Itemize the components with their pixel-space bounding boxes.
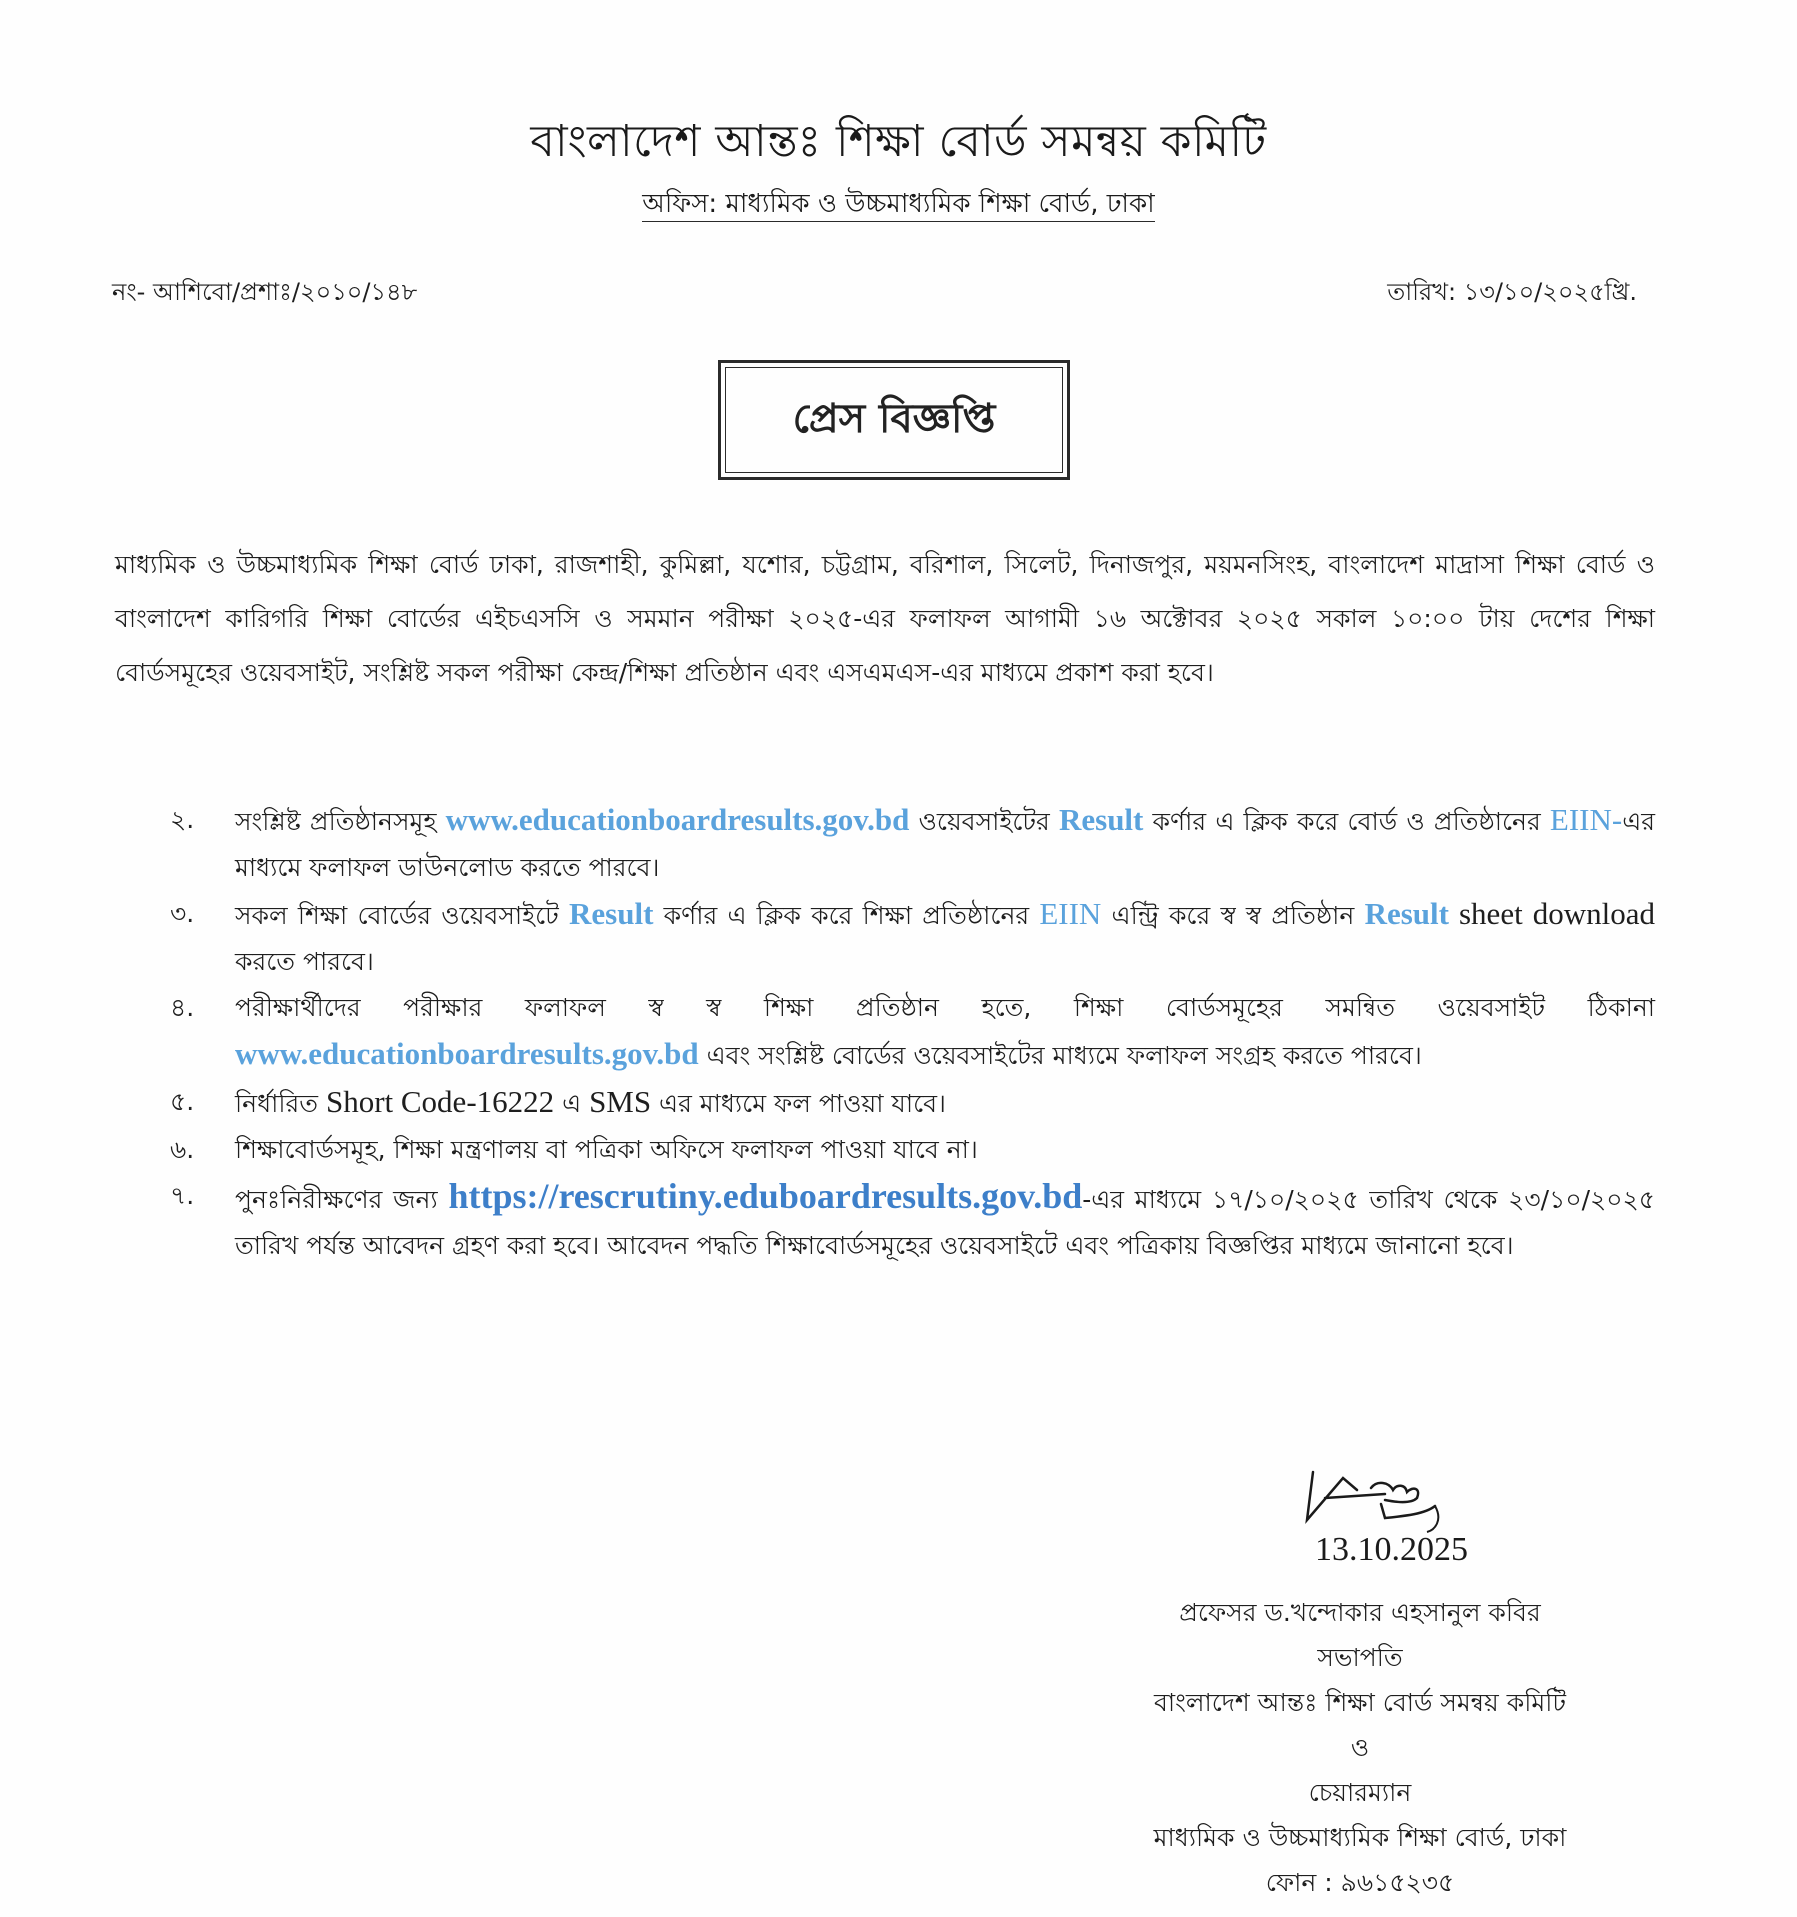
signatory-block [1080,1590,1640,1905]
text-segment: করতে পারবে। [235,947,374,976]
point-number: ৭. [170,1181,195,1210]
text-segment: কর্ণার এ ক্লিক করে বোর্ড ও প্রতিষ্ঠানের [1143,807,1550,836]
signatory-name: প্রফেসর ড.খন্দোকার এহসানুল কবির [1179,1598,1541,1627]
list-item-4 [170,985,1655,1079]
rescrutiny-link[interactable]: https://rescrutiny.eduboardresults.gov.bd [448,1176,1083,1216]
point-text [235,797,1655,891]
eiin-highlight: EIIN- [1549,802,1623,837]
result-highlight: Result [1058,802,1144,837]
memo-date: তারিখ: ১৩/১০/২০২৫খ্রি. [1387,278,1637,306]
points-list [170,797,1655,1269]
signatory-org-committee: বাংলাদেশ আন্তঃ শিক্ষা বোর্ড সমন্বয় কমিটি [1153,1688,1567,1717]
text-segment: কর্ণার এ ক্লিক করে শিক্ষা প্রতিষ্ঠানের [653,901,1040,930]
point-text [235,1127,1655,1173]
signature-icon [1285,1460,1605,1580]
memo-number: নং- আশিবো/প্রশাঃ/২০১০/১৪৮ [112,278,418,306]
signatory-org-board: মাধ্যমিক ও উচ্চমাধ্যমিক শিক্ষা বোর্ড, ঢাকা [1153,1823,1567,1852]
text-segment: এর মাধ্যমে ফলাফল ডাউনলোড করতে পারবে। [235,807,1655,882]
text-segment: এ [554,1089,590,1118]
press-release-heading: প্রেস বিজ্ঞপ্তি [725,367,1063,473]
short-code: Short Code-16222 [325,1084,555,1119]
list-item-3 [170,891,1655,985]
point-text [235,891,1655,985]
point-text [235,1173,1655,1269]
point-number: ২. [170,805,195,834]
press-release-heading-box [718,360,1070,480]
handwritten-signature [1285,1460,1605,1580]
education-board-results-link[interactable]: www.educationboardresults.gov.bd [445,802,910,837]
signatory-phone: ফোন : ৯৬১৫২৩৫ [1265,1868,1455,1897]
list-item-2 [170,797,1655,891]
point-text [235,985,1655,1079]
list-item-6 [170,1127,1655,1173]
signatory-title-chairman: চেয়ারম্যান [1308,1778,1412,1807]
point-text [235,1079,1655,1127]
intro-paragraph: মাধ্যমিক ও উচ্চমাধ্যমিক শিক্ষা বোর্ড ঢাকা, রাজশাহী, কুমিল্লা, যশোর, চট্টগ্রাম, বরিশাল, সিলেট, দিনাজপুর, ময়মনসিংহ, বাংলাদেশ মাদ্রাসা শিক্ষা বোর্ড ও বাংলাদেশ কারিগরি শিক্ষা বোর্ডের এইচএসসি ও সমমান পরীক্ষা ২০২৫-এর ফলাফল আগামী ১৬ অক্টোবর ২০২৫ সকাল ১০:০০ টায় দেশের শিক্ষা বোর্ডসমূহের ওয়েবসাইট, সংশ্লিষ্ট সকল পরীক্ষা কেন্দ্র/শিক্ষা প্রতিষ্ঠান এবং এসএমএস-এর মাধ্যমে প্রকাশ করা হবে। [115,550,1655,687]
text-segment: নির্ধারিত [235,1089,326,1118]
svg-text:13.10.2025: 13.10.2025 [1315,1531,1468,1568]
text-segment: সকল শিক্ষা বোর্ডের ওয়েবসাইটে [235,901,569,930]
point-number: ৬. [170,1135,195,1164]
text-segment: পুনঃনিরীক্ষণের জন্য [235,1185,449,1214]
text-segment: শিক্ষাবোর্ডসমূহ, শিক্ষা মন্ত্রণালয় বা পত্রিকা অফিসে ফলাফল পাওয়া যাবে না। [235,1135,978,1164]
signatory-title-president: সভাপতি [1317,1643,1403,1672]
text-segment: ওয়েবসাইটের [909,807,1059,836]
point-number: ৫. [170,1087,195,1116]
english-text: sheet download [1448,896,1655,931]
text-segment: সংশ্লিষ্ট প্রতিষ্ঠানসমূহ [235,807,446,836]
eiin-highlight: EIIN [1039,896,1102,931]
point-number: ৪. [170,993,195,1022]
list-item-5 [170,1079,1655,1127]
office-subtitle [0,183,1797,227]
signatory-conjunction: ও [1350,1733,1370,1762]
list-item-7 [170,1173,1655,1269]
sms-label: SMS [589,1084,652,1119]
committee-title: বাংলাদেশ আন্তঃ শিক্ষা বোর্ড সমন্বয় কমিটি [530,116,1267,167]
text-segment: এবং সংশ্লিষ্ট বোর্ডের ওয়েবসাইটের মাধ্যমে ফলাফল সংগ্রহ করতে পারবে। [698,1041,1422,1070]
result-highlight: Result [569,896,654,931]
result-highlight: Result [1364,896,1449,931]
point-number: ৩. [170,899,195,928]
text-segment: পরীক্ষার্থীদের পরীক্ষার ফলাফল স্ব স্ব শিক্ষা প্রতিষ্ঠান হতে, শিক্ষা বোর্ডসমূহের সমন্বিত ওয়েবসাইট ঠিকানা [235,993,1655,1022]
education-board-results-link[interactable]: www.educationboardresults.gov.bd [235,1036,699,1071]
office-subtitle-text: অফিস: মাধ্যমিক ও উচ্চমাধ্যমিক শিক্ষা বোর্ড, ঢাকা [642,189,1154,222]
text-segment: এন্ট্রি করে স্ব স্ব প্রতিষ্ঠান [1101,901,1365,930]
text-segment: এর মাধ্যমে ফল পাওয়া যাবে। [651,1089,946,1118]
text-segment: -এর মাধ্যমে ১৭/১০/২০২৫ তারিখ থেকে ২৩/১০/২০২৫ তারিখ পর্যন্ত আবেদন গ্রহণ করা হবে। আবেদন পদ্ধতি শিক্ষাবোর্ডসমূহের ওয়েবসাইটে এবং পত্রিকায় বিজ্ঞপ্তির মাধ্যমে জানানো হবে। [235,1185,1655,1260]
